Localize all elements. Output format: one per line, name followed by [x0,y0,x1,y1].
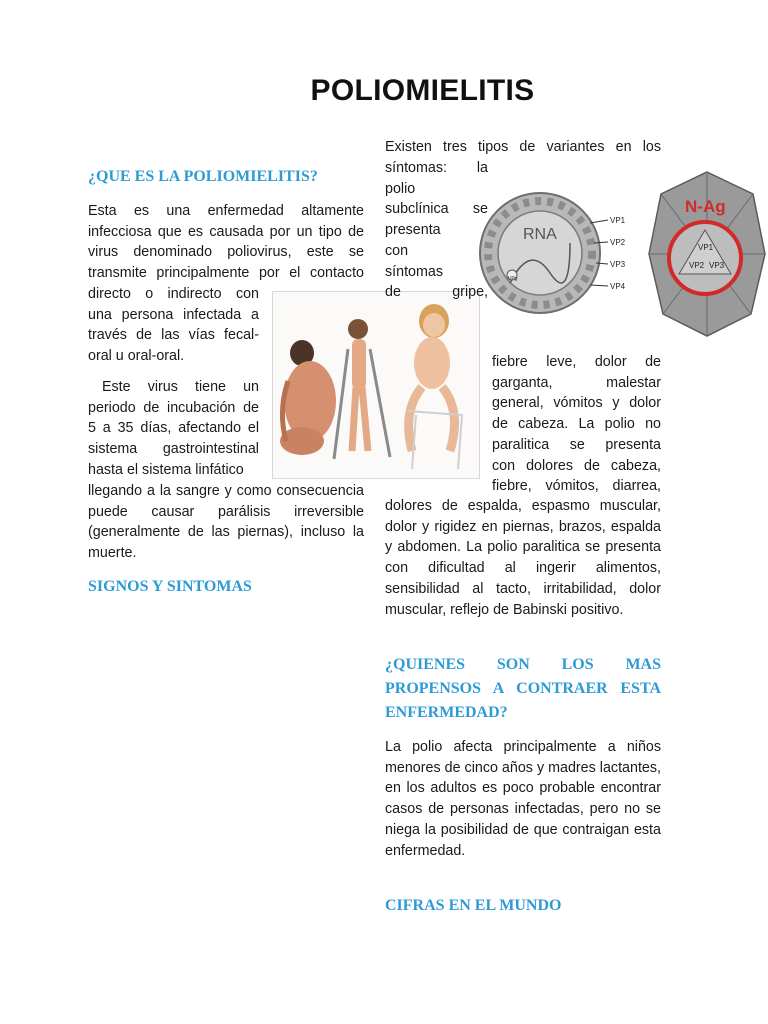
text-line: síntomas [385,263,444,280]
paragraph-incubation-side [88,377,259,481]
text-line: 5 a 35 días, afectando el [88,420,259,437]
text-line: sistema gastrointestinal [88,441,259,458]
text-line: síntomas: la polio [385,160,488,197]
text-line: hasta el sistema linfático [88,461,244,478]
text-line: de gripe, [385,284,488,301]
text-line: oral u oral-oral. [88,348,185,365]
text-line: fiebre, vómitos, diarrea, [492,478,661,495]
text-line: subclínica se [385,201,488,218]
vpg-label: VPg [508,276,518,282]
paragraph-symptoms-bottom: dolores de espalda, espasmo muscular, dolor y rigidez en piernas, brazos, espalda y abdomen. La polio paralitica se presenta con dificultad al ingerir alimentos, sensibilidad al tacto, irritabilidad, dolor muscular, reflejo de Babinski positivo. [385,498,661,618]
vp1-label: VP1 [610,216,626,225]
heading-signos: SIGNOS Y SINTOMAS [88,578,252,595]
paragraph-definition-top: Esta es una enfermedad altamente infecciosa que es causada por un tipo de virus denominado poliovirus, este se transmite principalmente por el contacto [88,203,364,282]
polio-children-illustration [272,291,480,479]
text-line: fiebre leve, dolor de [492,354,661,370]
heading-que-es: ¿QUE ES LA POLIOMIELITIS? [88,168,318,185]
text-line: con dolores de cabeza, [492,457,661,474]
paragraph-population: La polio afecta principalmente a niños menores de cinco años y madres lactantes, en los adultos es poco probable encontrar casos de personas infectadas, pero no se niega la posibilidad de que contraigan esta enfermedad. [385,739,661,859]
capsid-antigen-diagram [645,168,768,340]
text-line: Este virus tiene un [102,379,259,395]
rna-label: RNA [523,226,557,243]
capsid-vp3-label: VP3 [709,261,725,270]
vp2-label: VP2 [610,238,626,247]
page-title: POLIOMIELITIS [310,74,535,107]
vp3-label: VP3 [610,260,626,269]
text-line: general, vómitos y dolor [492,395,661,412]
text-line: través de las vías fecal- [88,327,259,344]
text-line: garganta, malestar [492,374,661,391]
heading-cifras: CIFRAS EN EL MUNDO [385,897,562,914]
text-line: con [385,242,409,259]
poliovirus-structure-diagram [478,175,630,335]
text-line: periodo de incubación de [88,399,259,416]
paragraph-definition-side [88,284,259,367]
n-ag-label: N-Ag [685,197,726,216]
vp4-label: VP4 [610,282,626,291]
text-line: paralitica se presenta [492,436,661,453]
text-line: una persona infectada a [88,306,259,323]
text-line: directo o indirecto con [88,286,259,302]
capsid-vp1-label: VP1 [698,243,714,252]
text-line: presenta [385,222,441,239]
paragraph-symptoms-top: Existen tres tipos de variantes en los [385,139,661,155]
paragraph-symptoms-mid [492,352,661,497]
capsid-vp2-label: VP2 [689,261,705,270]
heading-quienes: ¿QUIENES SON LOS MAS PROPENSOS A CONTRAER ESTA ENFERMEDAD? [385,656,661,721]
paragraph-incubation-bottom: llegando a la sangre y como consecuencia puede causar parálisis irreversible (generalmente de las piernas), incluso la muerte. [88,483,364,562]
text-line: de cabeza. La polio no [492,416,661,433]
paragraph-symptoms-side [385,158,488,303]
